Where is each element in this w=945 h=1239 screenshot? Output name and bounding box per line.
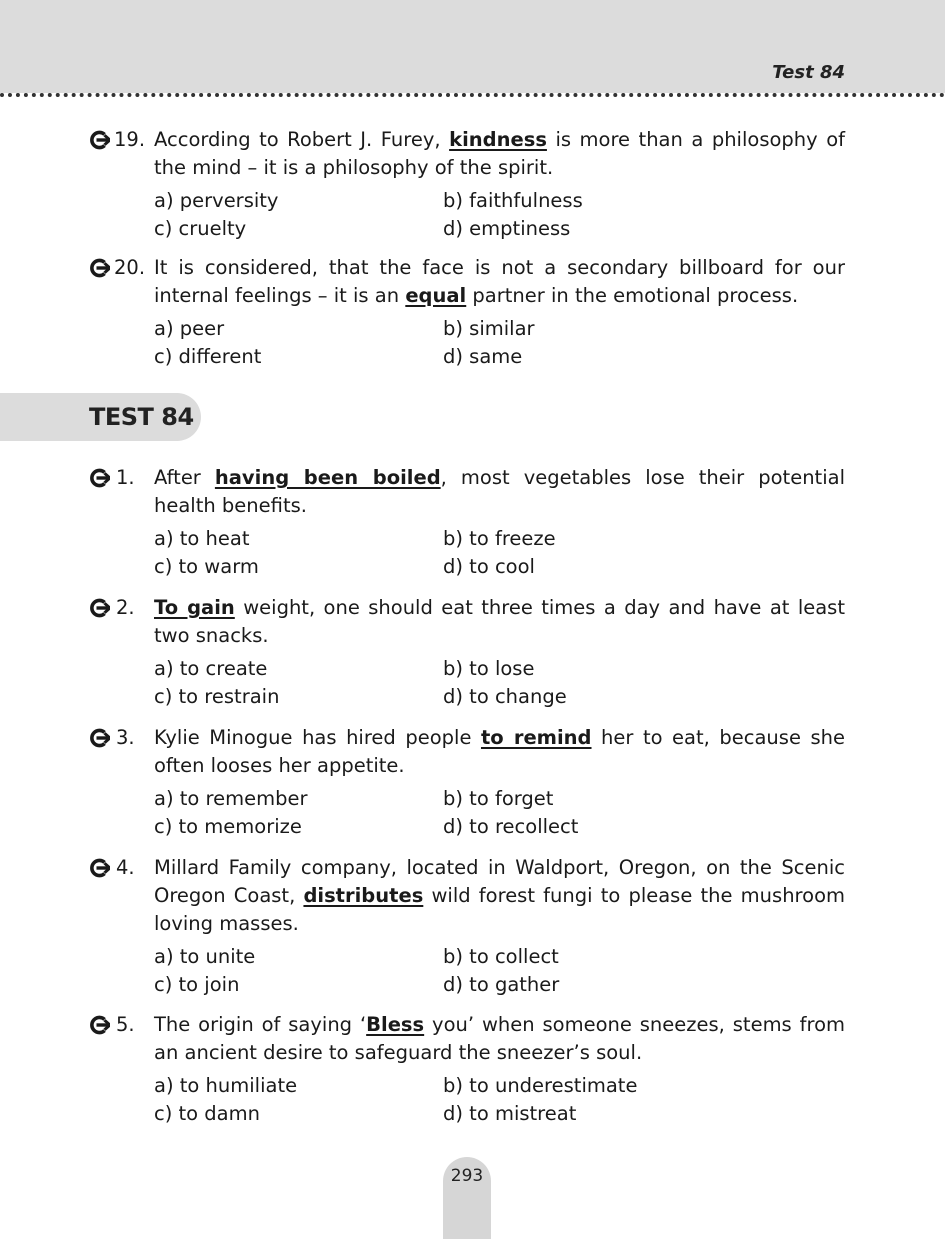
question-number: 19. — [114, 128, 146, 151]
header-band — [0, 0, 945, 93]
key-word: kindness — [449, 128, 547, 151]
option-c[interactable]: c) different — [154, 345, 262, 368]
question-text-before: It is considered, that the face is not a secondary billboard for our internal feelings – it is an — [154, 256, 845, 307]
answer-options — [90, 655, 845, 711]
option-b[interactable]: b) to lose — [443, 657, 535, 680]
circular-arrow-icon — [90, 598, 110, 618]
question-number: 20. — [114, 256, 146, 279]
question-text-after: weight, one should eat three times a day and have at least two snacks. — [154, 596, 845, 647]
option-d[interactable]: d) same — [443, 345, 523, 368]
question-number: 2. — [116, 596, 135, 619]
question-20 — [90, 254, 845, 371]
option-b[interactable]: b) to freeze — [443, 527, 556, 550]
option-d[interactable]: d) emptiness — [443, 217, 571, 240]
question-text-after: is more than a philosophy of the mind – it is a philosophy of the spirit. — [154, 128, 845, 179]
question-19 — [90, 126, 845, 243]
circular-arrow-icon — [90, 728, 110, 748]
option-a[interactable]: a) to unite — [154, 945, 256, 968]
option-a[interactable]: a) to humiliate — [154, 1074, 298, 1097]
option-a[interactable]: a) to heat — [154, 527, 250, 550]
question-text-after: , most vegetables lose their potential health benefits. — [154, 466, 845, 517]
key-word: equal — [405, 284, 467, 307]
option-b[interactable]: b) to forget — [443, 787, 554, 810]
circular-arrow-icon — [90, 858, 110, 878]
section-tab — [0, 393, 201, 441]
option-b[interactable]: b) to underestimate — [443, 1074, 638, 1097]
option-d[interactable]: d) to recollect — [443, 815, 579, 838]
question-text-after: you’ when someone sneezes, stems from an ancient desire to safeguard the sneezer’s soul. — [154, 1013, 845, 1064]
key-word: to remind — [480, 726, 592, 749]
question-text-before: After — [154, 466, 215, 489]
option-c[interactable]: c) to memorize — [154, 815, 302, 838]
answer-options — [90, 943, 845, 999]
question-number: 4. — [116, 856, 135, 879]
answer-options — [90, 785, 845, 841]
option-c[interactable]: c) to warm — [154, 555, 259, 578]
key-word: having been boiled — [214, 466, 441, 489]
key-word: distributes — [303, 884, 424, 907]
key-word: Bless — [366, 1013, 425, 1036]
circular-arrow-icon — [90, 258, 110, 278]
option-c[interactable]: c) to join — [154, 973, 240, 996]
question-4 — [90, 854, 845, 999]
question-3 — [90, 724, 845, 841]
circular-arrow-icon — [90, 468, 110, 488]
option-a[interactable]: a) to create — [154, 657, 268, 680]
option-d[interactable]: d) to change — [443, 685, 567, 708]
circular-arrow-icon — [90, 1015, 110, 1035]
question-text-before: The origin of saying ‘ — [154, 1013, 367, 1036]
option-d[interactable]: d) to cool — [443, 555, 535, 578]
question-number: 5. — [116, 1013, 135, 1036]
page-number-tab — [443, 1157, 491, 1239]
section-title: TEST 84 — [89, 403, 194, 431]
question-text-after: wild forest fungi to please the mushroom loving masses. — [154, 884, 845, 935]
option-d[interactable]: d) to gather — [443, 973, 560, 996]
option-a[interactable]: a) peer — [154, 317, 225, 340]
question-1 — [90, 464, 845, 581]
key-word: To gain — [154, 596, 235, 619]
option-a[interactable]: a) perversity — [154, 189, 279, 212]
option-b[interactable]: b) faithfulness — [443, 189, 583, 212]
question-text-before: Kylie Minogue has hired people — [154, 726, 481, 749]
option-c[interactable]: c) to damn — [154, 1102, 260, 1125]
question-number: 3. — [116, 726, 135, 749]
question-2 — [90, 594, 845, 711]
question-text-before: Millard Family company, located in Waldport, Oregon, on the Scenic Oregon Coast, — [154, 856, 845, 907]
answer-options — [90, 1072, 845, 1128]
answer-options — [90, 315, 845, 371]
running-header-title: Test 84 — [772, 62, 845, 83]
question-number: 1. — [116, 466, 135, 489]
answer-options — [90, 525, 845, 581]
question-text-after: her to eat, because she often looses her appetite. — [154, 726, 845, 777]
option-b[interactable]: b) to collect — [443, 945, 559, 968]
question-text-before: According to Robert J. Furey, — [154, 128, 450, 151]
question-text-after: partner in the emotional process. — [466, 284, 799, 307]
question-5 — [90, 1011, 845, 1128]
answer-options — [90, 187, 845, 243]
dotted-divider — [0, 93, 945, 97]
option-c[interactable]: c) to restrain — [154, 685, 280, 708]
page-number: 293 — [450, 1166, 484, 1186]
option-d[interactable]: d) to mistreat — [443, 1102, 577, 1125]
option-c[interactable]: c) cruelty — [154, 217, 247, 240]
option-b[interactable]: b) similar — [443, 317, 535, 340]
option-a[interactable]: a) to remember — [154, 787, 308, 810]
circular-arrow-icon — [90, 130, 110, 150]
